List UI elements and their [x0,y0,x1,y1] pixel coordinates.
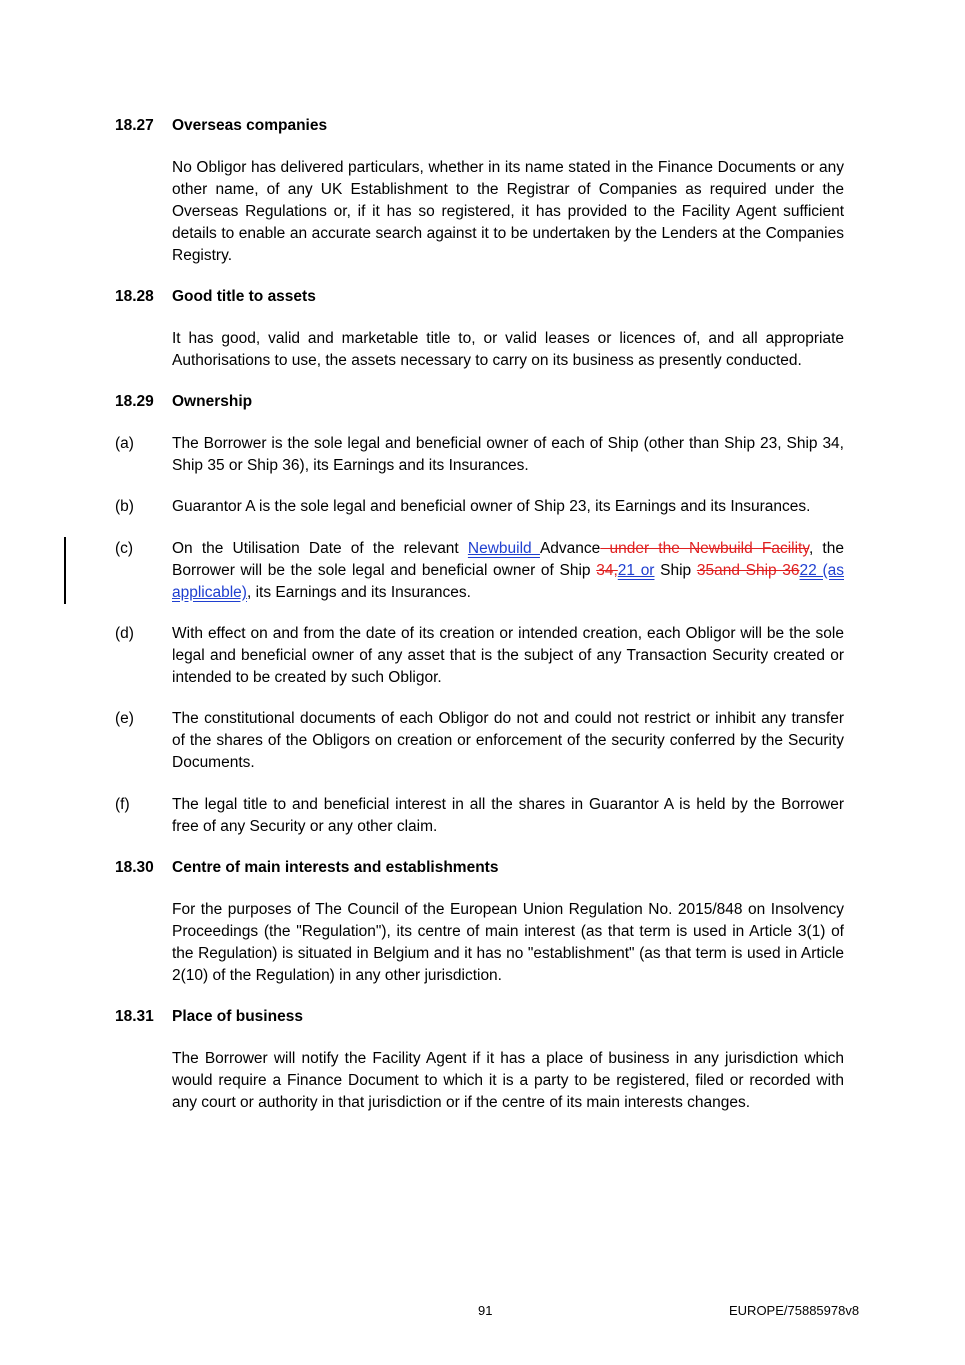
section-number: 18.31 [115,1008,154,1025]
text-run: , the Borrower will be the sole legal and beneficial owner of Ship [172,540,844,579]
deleted-text: 35and Ship 36 [696,562,800,579]
item-label-b: (b) [115,498,134,515]
deleted-text: under the Newbuild Facility [600,540,809,557]
section-number: 18.27 [115,117,154,134]
item-label-a: (a) [115,435,134,452]
section-heading-18-31 [115,1008,303,1026]
text-run: Ship [654,562,697,579]
section-body-18-28: It has good, valid and marketable title to, or valid leases or licences of, and all appropriate Authorisations to use, the assets necessary to carry on its business as presently conducted. [172,330,844,369]
section-title: Overseas companies [172,117,328,134]
section-body-18-30: For the purposes of The Council of the European Union Regulation No. 2015/848 on Insolvency Proceedings (the "Regulation"), its centre of main interest (as that term is used in Article 3(1) of the Regulation) is situated in Belgium and it has no "establishment" (as that term is used in Article 2(10) of the Regulation) in any other jurisdiction. [172,901,844,984]
item-text-c [172,538,844,604]
document-reference: EUROPE/75885978v8 [729,1303,860,1318]
section-title: Place of business [172,1008,303,1025]
section-number: 18.28 [115,288,154,305]
section-number: 18.29 [115,393,154,410]
section-title: Good title to assets [172,288,316,305]
item-label-e: (e) [115,710,134,727]
section-heading-18-28 [115,288,316,306]
section-title: Ownership [172,393,253,410]
inserted-text: 21 or [617,562,655,579]
section-body-18-27: No Obligor has delivered particulars, whether in its name stated in the Finance Documents or any other name, of any UK Establishment to the Registrar of Companies as required under the Overseas Regulations or, if it has so registered, it has provided to the Facility Agent sufficient details to enable an accurate search against it to be undertaken by the Lenders at the Companies Registry. [172,159,844,264]
item-label-c: (c) [115,540,134,557]
text-run: Advance [539,540,601,557]
item-text-a: The Borrower is the sole legal and beneficial owner of each of Ship (other than Ship 23, Ship 34, Ship 35 or Ship 36), its Earnings and its Insurances. [172,435,844,474]
section-heading-18-30 [115,859,498,877]
item-label-d: (d) [115,625,134,642]
inserted-text: 22 (as applicable) [172,562,844,601]
text-run: On the Utilisation Date of the relevant [172,540,468,557]
section-heading-18-29 [115,393,252,411]
item-text-d: With effect on and from the date of its creation or intended creation, each Obligor will be the sole legal and beneficial owner of any asset that is the subject of any Transaction Security created or intended to be created by such Obligor. [172,625,844,686]
item-text-f: The legal title to and beneficial interest in all the shares in Guarantor A is held by the Borrower free of any Security or any other claim. [172,796,844,835]
text-run: , its Earnings and its Insurances. [246,584,471,601]
inserted-text: Newbuild [467,540,540,557]
deleted-text: 34, [596,562,618,579]
item-text-b: Guarantor A is the sole legal and beneficial owner of Ship 23, its Earnings and its Insurances. [172,498,811,515]
item-label-f: (f) [115,796,130,813]
section-heading-18-27 [115,117,327,135]
revision-change-bar [64,537,66,604]
section-title: Centre of main interests and establishments [172,859,499,876]
page-number: 91 [478,1303,493,1318]
section-number: 18.30 [115,859,154,876]
section-body-18-31: The Borrower will notify the Facility Agent if it has a place of business in any jurisdiction which would require a Finance Document to which it is a party to be registered, filed or recorded with any court or authority in that jurisdiction or if the centre of its main interests changes. [172,1050,844,1111]
item-text-e: The constitutional documents of each Obligor do not and could not restrict or inhibit any transfer of the shares of the Obligors on creation or enforcement of the security conferred by the Security Documents. [172,710,844,771]
